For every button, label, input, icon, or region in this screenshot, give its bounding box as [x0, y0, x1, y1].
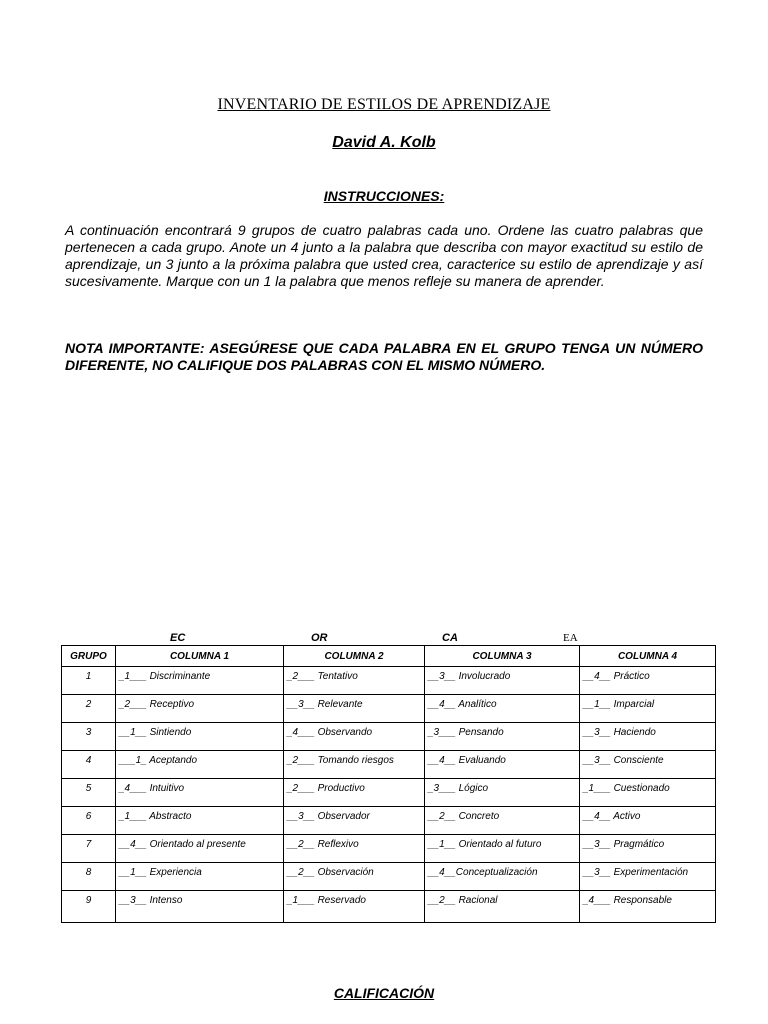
table-cell: _2___ Productivo	[284, 779, 425, 807]
group-number: 4	[62, 751, 116, 779]
group-number: 2	[62, 695, 116, 723]
author-name: David A. Kolb	[332, 134, 436, 151]
learning-styles-table	[61, 645, 716, 923]
table-cell: __2__ Concreto	[425, 807, 580, 835]
table-cell: _3___ Lógico	[425, 779, 580, 807]
table-cell: _1___ Reservado	[284, 891, 425, 923]
table-cell: __3__ Involucrado	[425, 667, 580, 695]
table-cell: __4__ Evaluando	[425, 751, 580, 779]
style-label-ec: EC	[170, 632, 186, 644]
style-label-ca: CA	[442, 632, 458, 644]
table-cell: __3__ Haciendo	[580, 723, 716, 751]
table-row	[62, 891, 716, 923]
table-cell: __4__ Orientado al presente	[116, 835, 284, 863]
group-number: 7	[62, 835, 116, 863]
table-cell: _1___ Abstracto	[116, 807, 284, 835]
table-row	[62, 863, 716, 891]
important-note: NOTA IMPORTANTE: ASEGÚRESE QUE CADA PALABRA EN EL GRUPO TENGA UN NÚMERO DIFERENTE, NO CALIFIQUE DOS PALABRAS CON EL MISMO NÚMERO.	[65, 340, 703, 373]
style-label-or: OR	[311, 632, 328, 644]
calificacion-heading: CALIFICACIÓN	[333, 985, 435, 1001]
table-header-row	[62, 646, 716, 667]
table-cell: _2___ Tomando riesgos	[284, 751, 425, 779]
header-columna-2: COLUMNA 2	[284, 646, 425, 667]
table-cell: __1__ Experiencia	[116, 863, 284, 891]
table-cell: __4__ Práctico	[580, 667, 716, 695]
instructions-heading: INSTRUCCIONES:	[323, 188, 445, 204]
header-grupo: GRUPO	[62, 646, 116, 667]
document-title: INVENTARIO DE ESTILOS DE APRENDIZAJE	[217, 96, 551, 113]
table-cell: _4___ Responsable	[580, 891, 716, 923]
table-cell: _3___ Pensando	[425, 723, 580, 751]
instructions-text: A continuación encontrará 9 grupos de cuatro palabras cada uno. Ordene las cuatro palabras que pertenecen a cada grupo. Anote un 4 junto a la palabra que describa con mayor exactitud su estilo de aprendizaje, un 3 junto a la próxima palabra que usted crea, caracterice su estilo de aprendizaje y así sucesivamente. Marque con un 1 la palabra que menos refleje su manera de aprender.	[65, 222, 703, 289]
group-number: 3	[62, 723, 116, 751]
group-number: 6	[62, 807, 116, 835]
table-cell: _2___ Tentativo	[284, 667, 425, 695]
table-row	[62, 667, 716, 695]
table-cell: __3__ Relevante	[284, 695, 425, 723]
table-cell: __3__ Experimentación	[580, 863, 716, 891]
table-row	[62, 835, 716, 863]
table-cell: __1__ Orientado al futuro	[425, 835, 580, 863]
table-cell: __2__ Observación	[284, 863, 425, 891]
table-cell: __3__ Observador	[284, 807, 425, 835]
table-cell: _2___ Receptivo	[116, 695, 284, 723]
table-cell: _4___ Intuitivo	[116, 779, 284, 807]
table-row	[62, 695, 716, 723]
header-columna-4: COLUMNA 4	[580, 646, 716, 667]
header-columna-1: COLUMNA 1	[116, 646, 284, 667]
table-cell: __3__ Intenso	[116, 891, 284, 923]
table-cell: __2__ Racional	[425, 891, 580, 923]
style-labels	[0, 632, 768, 646]
table-cell: _1___ Cuestionado	[580, 779, 716, 807]
group-number: 5	[62, 779, 116, 807]
table-cell: __4__Conceptualización	[425, 863, 580, 891]
header-columna-3: COLUMNA 3	[425, 646, 580, 667]
table-cell: __4__ Activo	[580, 807, 716, 835]
group-number: 9	[62, 891, 116, 923]
table-row	[62, 723, 716, 751]
group-number: 1	[62, 667, 116, 695]
table-row	[62, 807, 716, 835]
table-cell: __1__ Sintiendo	[116, 723, 284, 751]
group-number: 8	[62, 863, 116, 891]
table-cell: __3__ Pragmático	[580, 835, 716, 863]
table-row	[62, 779, 716, 807]
table-cell: _4___ Observando	[284, 723, 425, 751]
table-cell: __4__ Analítico	[425, 695, 580, 723]
table-row	[62, 751, 716, 779]
style-label-ea: EA	[563, 632, 578, 644]
table-cell: ___1_ Aceptando	[116, 751, 284, 779]
table-cell: __2__ Reflexivo	[284, 835, 425, 863]
table-cell: _1___ Discriminante	[116, 667, 284, 695]
table-cell: __3__ Consciente	[580, 751, 716, 779]
table-cell: __1__ Imparcial	[580, 695, 716, 723]
